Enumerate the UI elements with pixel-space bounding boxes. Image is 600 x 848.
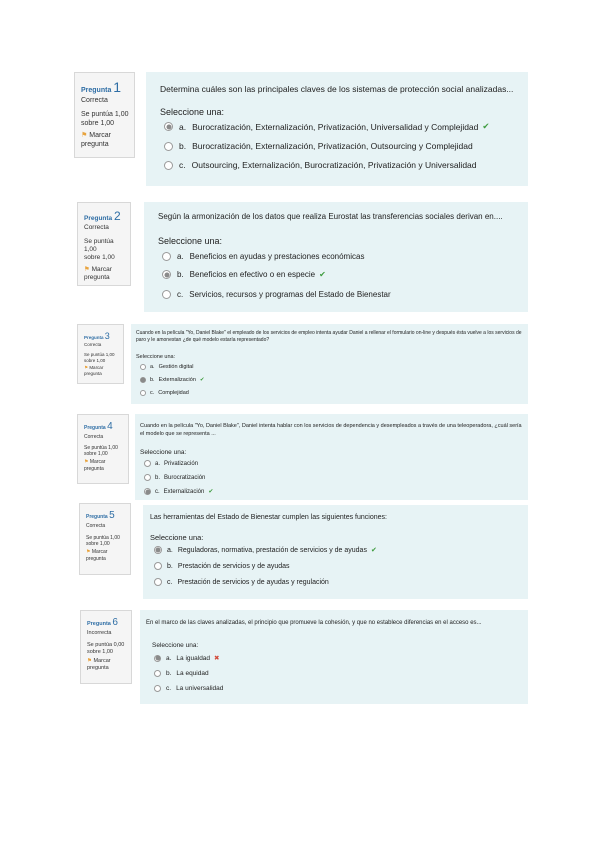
question-number: 4 <box>107 421 113 432</box>
option-text: Privatización <box>164 460 199 467</box>
option-text: Prestación de servicios y de ayudas <box>177 562 290 570</box>
answer-option-b[interactable]: b. Burocratización <box>144 474 205 481</box>
correct-check-icon: ✔ <box>199 377 205 383</box>
question-label: Pregunta <box>81 87 112 94</box>
radio-button[interactable] <box>144 488 151 495</box>
question-number: 6 <box>112 617 118 628</box>
question-state: Correcta <box>84 224 109 231</box>
flag-icon: ⚑ <box>86 549 91 556</box>
question-text: Las herramientas del Estado de Bienestar cumplen las siguientes funciones: <box>150 514 387 521</box>
question-state: Correcta <box>84 342 102 348</box>
option-text: Externalización <box>158 377 196 383</box>
radio-button[interactable] <box>162 270 171 279</box>
question-number: 3 <box>104 331 110 341</box>
radio-button[interactable] <box>144 474 151 481</box>
question-number: 2 <box>113 209 121 223</box>
question-info-5 <box>79 503 131 575</box>
question-info-1 <box>74 72 135 158</box>
question-content-4 <box>135 414 528 500</box>
answer-prompt: Seleccione una: <box>160 107 225 117</box>
radio-button[interactable] <box>162 290 171 299</box>
radio-button[interactable] <box>140 377 146 383</box>
question-info-2 <box>77 202 131 286</box>
question-title <box>84 421 124 434</box>
flag-question-button[interactable]: ⚑ Marcar pregunta <box>87 658 111 671</box>
option-text: La equidad <box>176 670 209 677</box>
radio-button[interactable] <box>140 390 146 396</box>
radio-button[interactable] <box>164 142 173 151</box>
answer-option-c[interactable]: c. La universalidad <box>154 685 223 692</box>
answer-option-c[interactable]: c. Prestación de servicios y de ayudas y regulación <box>154 578 329 586</box>
option-text: La universalidad <box>176 685 224 692</box>
answer-option-b[interactable]: b. Prestación de servicios y de ayudas <box>154 562 290 570</box>
flag-question-button[interactable]: ⚑ Marcar pregunta <box>86 549 108 562</box>
incorrect-cross-icon: ✖ <box>214 655 220 662</box>
radio-button[interactable] <box>154 562 162 570</box>
answer-option-b[interactable]: b. Beneficios en efectivo o en especie ✔ <box>162 270 326 279</box>
answer-option-c[interactable]: c. Complejidad <box>140 390 189 396</box>
answer-option-a[interactable]: a. Burocratización, Externalización, Privatización, Universalidad y Complejidad ✔ <box>164 121 490 132</box>
answer-prompt: Seleccione una: <box>136 354 176 360</box>
flag-question-button[interactable]: ⚑ Marcar pregunta <box>84 459 106 472</box>
radio-button[interactable] <box>154 546 162 554</box>
option-text: Burocratización, Externalización, Privatización, Outsourcing y Complejidad <box>192 141 473 151</box>
option-text: Beneficios en efectivo o en especie <box>189 270 316 279</box>
correct-check-icon: ✔ <box>319 270 326 279</box>
flag-icon: ⚑ <box>84 265 90 273</box>
question-state: Incorrecta <box>87 629 112 636</box>
question-text: En el marco de las claves analizadas, el principio que promueve la cohesión, y que no establece diferencias en el acceso es... <box>146 620 482 626</box>
question-label: Pregunta <box>84 335 104 340</box>
answer-option-c[interactable]: c. Externalización ✔ <box>144 488 213 495</box>
flag-question-button[interactable]: ⚑ Marcar pregunta <box>84 265 112 281</box>
option-text: La igualdad <box>176 654 211 662</box>
answer-option-a[interactable]: a. Reguladoras, normativa, prestación de servicios y de ayudas ✔ <box>154 546 377 554</box>
question-text: Cuando en la película "Yo, Daniel Blake" el empleado de los servicios de empleo intenta ayudar Daniel a rellenar el formulario on-line y después ésta vuelve a los servicios de paro y le amonestan ¿de qué modelo estaría representado? <box>136 330 522 344</box>
question-number: 1 <box>113 79 122 95</box>
question-label: Pregunta <box>84 425 106 431</box>
question-grade: Se puntúa 1,00 sobre 1,00 <box>84 351 115 363</box>
radio-button[interactable] <box>154 578 162 586</box>
answer-option-a[interactable]: a. Privatización <box>144 460 198 467</box>
correct-check-icon: ✔ <box>482 121 490 131</box>
question-grade: Se puntúa 1,00 sobre 1,00 <box>84 238 115 262</box>
radio-button[interactable] <box>164 122 173 131</box>
flag-icon: ⚑ <box>81 131 88 139</box>
question-text: Según la armonización de los datos que realiza Eurostat las transferencias sociales derivan en.... <box>158 212 503 221</box>
question-state: Correcta <box>86 522 106 529</box>
flag-question-button[interactable]: ⚑ Marcar pregunta <box>81 131 112 148</box>
answer-option-b[interactable]: b. Burocratización, Externalización, Privatización, Outsourcing y Complejidad <box>164 141 473 151</box>
option-text: Complejidad <box>158 390 189 396</box>
answer-option-b[interactable]: b. La equidad <box>154 670 209 677</box>
radio-button[interactable] <box>154 670 161 677</box>
flag-icon: ⚑ <box>84 365 89 371</box>
option-text: Prestación de servicios y de ayudas y regulación <box>177 578 329 586</box>
question-content-1 <box>146 72 528 186</box>
answer-option-b[interactable]: b. Externalización ✔ <box>140 377 205 383</box>
answer-option-a[interactable]: a. Gestión digital <box>140 364 193 370</box>
question-content-6 <box>140 610 528 704</box>
answer-prompt: Seleccione una: <box>140 449 187 456</box>
question-content-2 <box>144 202 528 312</box>
answer-option-a[interactable]: a. La igualdad ✖ <box>154 654 220 662</box>
question-label: Pregunta <box>86 514 108 520</box>
radio-button[interactable] <box>162 252 171 261</box>
question-label: Pregunta <box>84 215 113 222</box>
question-title <box>84 209 126 224</box>
question-state: Correcta <box>81 96 108 104</box>
radio-button[interactable] <box>154 655 161 662</box>
radio-button[interactable] <box>144 460 151 467</box>
question-info-4 <box>77 414 129 484</box>
question-grade: Se puntúa 1,00 sobre 1,00 <box>81 111 129 127</box>
correct-check-icon: ✔ <box>370 547 377 554</box>
question-label: Pregunta <box>87 621 111 627</box>
answer-prompt: Seleccione una: <box>150 533 204 542</box>
option-text: Gestión digital <box>158 364 194 370</box>
option-text: Servicios, recursos y programas del Estado de Bienestar <box>189 290 391 299</box>
question-title <box>87 617 127 630</box>
question-info-6 <box>80 610 132 684</box>
option-text: Burocratización <box>164 474 206 481</box>
question-content-3 <box>131 324 528 404</box>
question-grade: Se puntúa 0,00 sobre 1,00 <box>87 642 125 656</box>
correct-check-icon: ✔ <box>208 489 214 495</box>
option-text: Reguladoras, normativa, prestación de servicios y de ayudas <box>177 546 367 554</box>
question-info-3 <box>77 324 124 384</box>
radio-button[interactable] <box>154 685 161 692</box>
answer-option-c[interactable]: c. Outsourcing, Externalización, Burocratización, Privatización y Universalidad <box>164 160 477 170</box>
flag-icon: ⚑ <box>87 658 92 665</box>
option-text: Beneficios en ayudas y prestaciones económicas <box>189 252 365 261</box>
flag-question-button[interactable]: ⚑ Marcar pregunta <box>84 365 104 376</box>
question-title <box>86 510 126 523</box>
option-text: Burocratización, Externalización, Privatización, Universalidad y Complejidad <box>192 121 479 132</box>
answer-option-c[interactable]: c. Servicios, recursos y programas del Estado de Bienestar <box>162 290 391 299</box>
answer-option-a[interactable]: a. Beneficios en ayudas y prestaciones económicas <box>162 252 364 261</box>
option-text: Externalización <box>163 488 205 495</box>
question-number: 5 <box>109 510 115 521</box>
radio-button[interactable] <box>164 161 173 170</box>
question-text: Cuando en la película "Yo, Daniel Blake", Daniel intenta hablar con los servicios de dependencia y desempleados a través de una teleoperadora, ¿cuál sería el modelo que se representa ... <box>140 423 522 438</box>
question-title <box>84 331 119 342</box>
radio-button[interactable] <box>140 364 146 370</box>
question-text: Determina cuáles son las principales claves de los sistemas de protección social analizadas... <box>160 84 514 94</box>
question-content-5 <box>143 505 528 599</box>
question-title <box>81 79 130 97</box>
question-state: Correcta <box>84 433 104 440</box>
option-text: Outsourcing, Externalización, Burocratización, Privatización y Universalidad <box>191 160 477 170</box>
answer-prompt: Seleccione una: <box>152 642 199 649</box>
question-grade: Se puntúa 1,00 sobre 1,00 <box>84 444 118 457</box>
flag-icon: ⚑ <box>84 459 89 466</box>
answer-prompt: Seleccione una: <box>158 236 223 246</box>
question-grade: Se puntúa 1,00 sobre 1,00 <box>86 534 120 547</box>
